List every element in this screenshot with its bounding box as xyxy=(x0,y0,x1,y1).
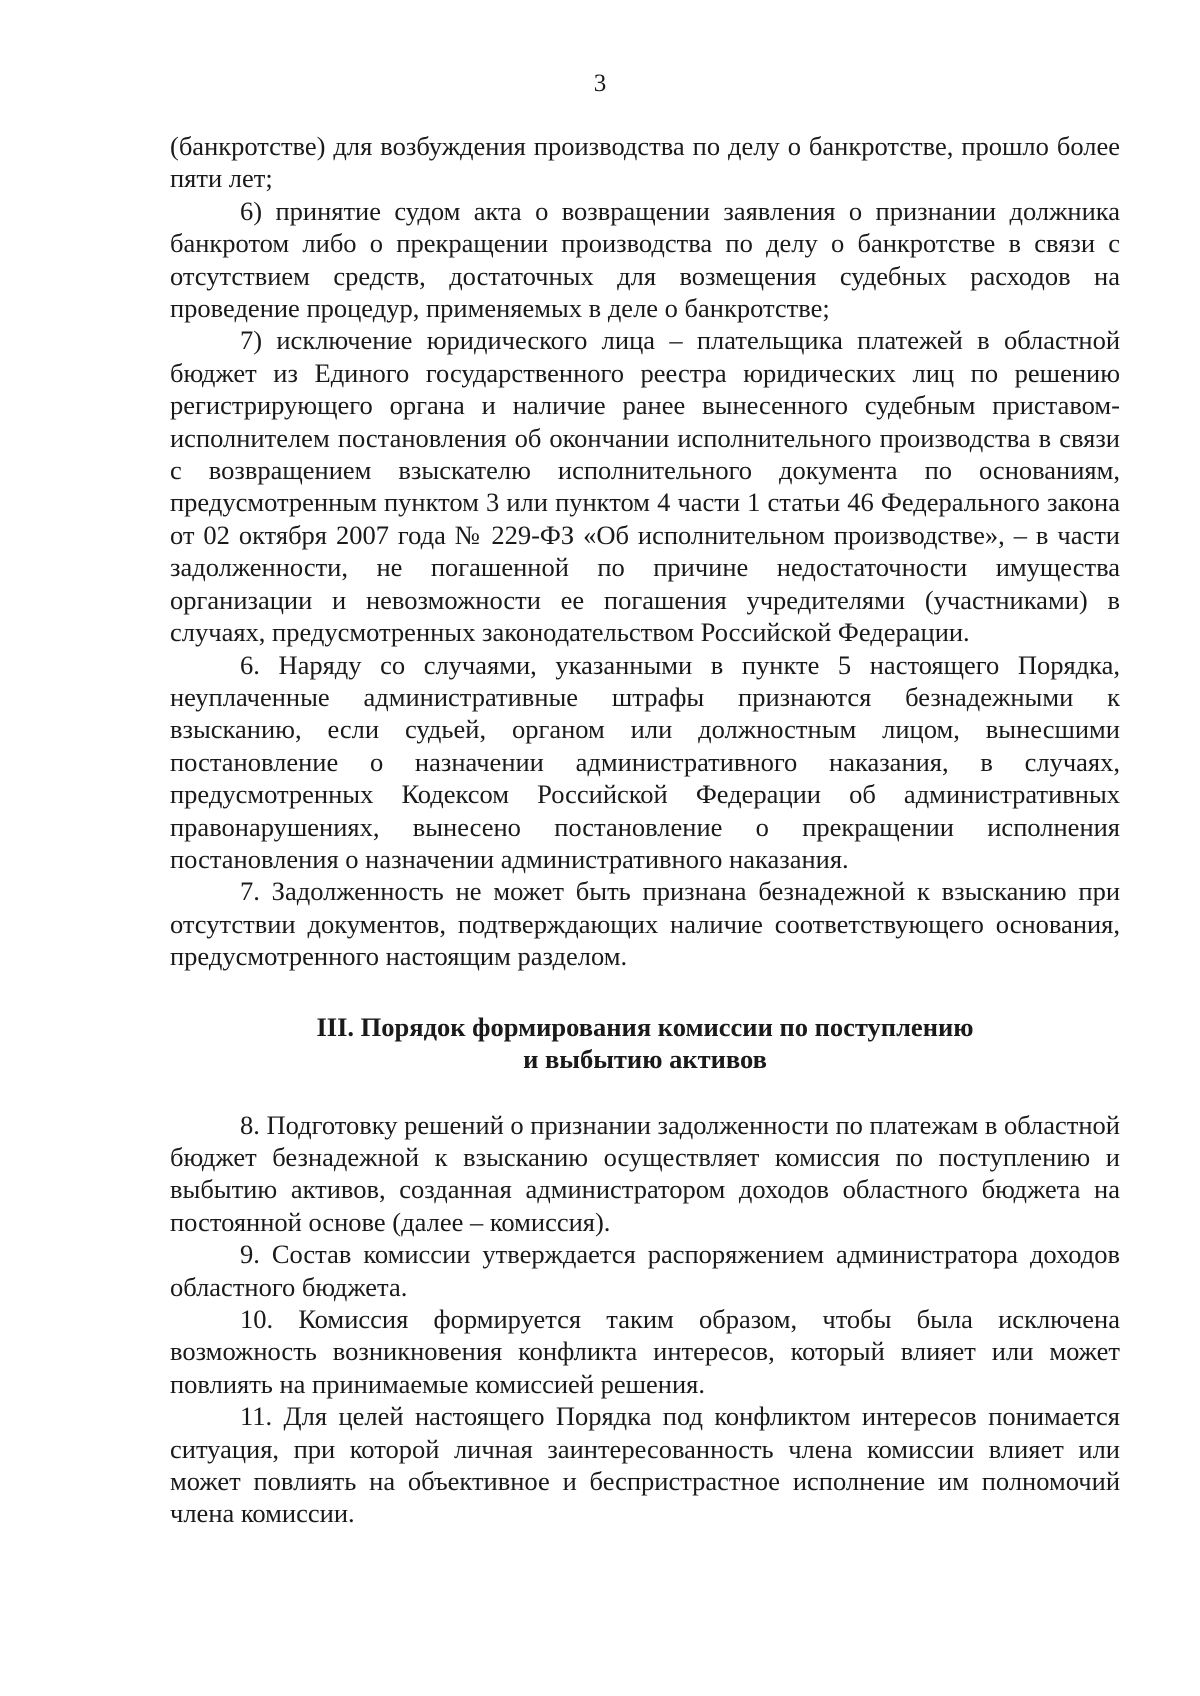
section-heading-line-1: III. Порядок формирования комиссии по поступлению xyxy=(316,1011,974,1042)
paragraph-clause-9: 9. Состав комиссии утверждается распоряжением администратора доходов областного бюджета. xyxy=(170,1239,1120,1302)
section-heading-line-2: и выбытию активов xyxy=(523,1043,767,1074)
paragraph-clause-8: 8. Подготовку решений о признании задолженности по платежам в областной бюджет безнадежной к взысканию осуществляет комиссия по поступлению и выбытию активов, созданная администратором доходов областного бюджета на постоянной основе (далее – комиссия). xyxy=(170,1109,1120,1237)
paragraph-clause-10: 10. Комиссия формируется таким образом, чтобы была исключена возможность возникновения конфликта интересов, который влияет или может повлиять на принимаемые комиссией решения. xyxy=(170,1304,1120,1399)
paragraph-continuation: (банкротстве) для возбуждения производства по делу о банкротстве, прошло более пяти лет; xyxy=(170,131,1120,194)
section-heading xyxy=(170,1011,1120,1075)
paragraph-clause-7: 7. Задолженность не может быть признана безнадежной к взысканию при отсутствии документов, подтверждающих наличие соответствующего основания, предусмотренного настоящим разделом. xyxy=(170,876,1120,972)
paragraph-clause-6: 6. Наряду со случаями, указанными в пункте 5 настоящего Порядка, неуплаченные административные штрафы признаются безнадежными к взысканию, если судьей, органом или должностным лицом, вынесшими постановление о назначении административного наказания, в случаях, предусмотренных Кодексом Российской Федерации об административных правонарушениях, вынесено постановление о прекращении исполнения постановления о назначении административного наказания. xyxy=(170,649,1120,874)
page-number: 3 xyxy=(593,70,607,97)
document-body xyxy=(170,130,1120,1530)
paragraph-item-6: 6) принятие судом акта о возвращении заявления о признании должника банкротом либо о прекращении производства по делу о банкротстве в связи с отсутствием средств, достаточных для возмещения судебных расходов на проведение процедур, применяемых в деле о банкротстве; xyxy=(170,195,1120,324)
paragraph-item-7: 7) исключение юридического лица – плательщика платежей в областной бюджет из Единого государственного реестра юридических лиц по решению регистрирующего органа и наличие ранее вынесенного судебным приставом-исполнителем постановления об окончании исполнительного производства в связи с возвращением взыскателю исполнительного документа по основаниям, предусмотренным пунктом 3 или пунктом 4 части 1 статьи 46 Федерального закона от 02 октября 2007 года № 229-ФЗ «Об исполнительном производстве», – в части задолженности, не погашенной по причине недостаточности имущества организации и невозможности ее погашения учредителями (участниками) в случаях, предусмотренных законодательством Российской Федерации. xyxy=(170,325,1120,648)
paragraph-clause-11: 11. Для целей настоящего Порядка под конфликтом интересов понимается ситуация, при которой личная заинтересованность члена комиссии влияет или может повлиять на объективное и беспристрастное исполнение им полномочий члена комиссии. xyxy=(170,1401,1120,1529)
